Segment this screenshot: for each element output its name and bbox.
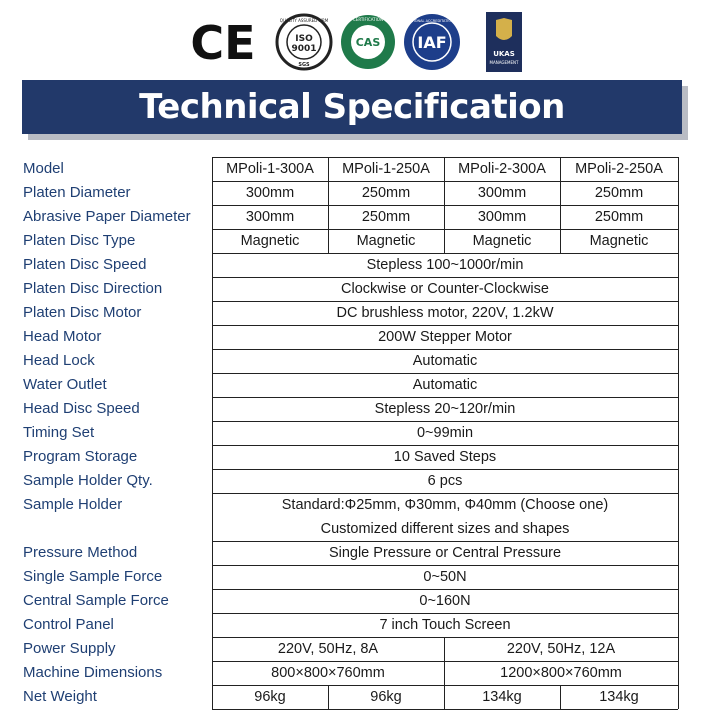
- spec-value: 250mm: [594, 209, 644, 225]
- table-top-border: [212, 157, 678, 158]
- spec-label: Pressure Method: [23, 544, 138, 561]
- table-right-border: [678, 157, 679, 709]
- spec-value: MPoli-1-300A: [226, 161, 314, 177]
- ukas-line2: MANAGEMENT: [489, 60, 519, 65]
- spec-value: Automatic: [412, 353, 478, 369]
- spec-label: Platen Disc Type: [23, 232, 136, 249]
- iaf-ring-text: INTERNATIONAL ACCREDITATION FORUM: [396, 19, 468, 23]
- spec-value: Stepless 100~1000r/min: [366, 257, 524, 273]
- spec-value: MPoli-2-250A: [575, 161, 663, 177]
- spec-value: 250mm: [361, 209, 411, 225]
- iso-bottom-text: SGS: [298, 62, 310, 68]
- crown-shield-icon: [496, 18, 512, 40]
- spec-row: [0, 181, 704, 205]
- certification-logos: [0, 12, 704, 72]
- iso-line1: ISO: [295, 34, 313, 44]
- spec-value: 800×800×760mm: [271, 665, 385, 681]
- spec-row: [0, 421, 704, 445]
- spec-value: 134kg: [599, 689, 639, 705]
- spec-label: Head Disc Speed: [23, 400, 140, 417]
- spec-value: 7 inch Touch Screen: [379, 617, 511, 633]
- spec-row: [0, 349, 704, 373]
- ukas-line1: UKAS: [493, 50, 515, 58]
- spec-row: [0, 589, 704, 613]
- spec-row: [0, 157, 704, 181]
- spec-label: Control Panel: [23, 616, 114, 633]
- spec-label: Head Motor: [23, 328, 102, 345]
- spec-row: [0, 517, 704, 541]
- spec-row: [0, 661, 704, 685]
- spec-value: Magnetic: [589, 233, 649, 249]
- spec-value: 134kg: [482, 689, 522, 705]
- spec-row: [0, 613, 704, 637]
- spec-label: Platen Disc Direction: [23, 280, 163, 297]
- spec-row: [0, 253, 704, 277]
- spec-value: Stepless 20~120r/min: [374, 401, 516, 417]
- spec-row: [0, 301, 704, 325]
- spec-value: Magnetic: [240, 233, 300, 249]
- spec-value: 250mm: [361, 185, 411, 201]
- row-divider: [212, 709, 678, 710]
- spec-value: 6 pcs: [427, 473, 463, 489]
- spec-value: Magnetic: [356, 233, 416, 249]
- spec-row: [0, 565, 704, 589]
- spec-value: 300mm: [477, 185, 527, 201]
- spec-value: 0~50N: [423, 569, 467, 585]
- spec-label: Single Sample Force: [23, 568, 163, 585]
- iaf-logo: [396, 12, 468, 72]
- spec-row: [0, 493, 704, 517]
- spec-value: Automatic: [412, 377, 478, 393]
- spec-row: [0, 277, 704, 301]
- spec-value: MPoli-1-250A: [342, 161, 430, 177]
- spec-label: Machine Dimensions: [23, 664, 163, 681]
- iso-ring-text: QUALITY ASSURED FIRM: [279, 18, 329, 23]
- cas-logo: [338, 12, 398, 72]
- spec-row: [0, 685, 704, 709]
- iaf-text: IAF: [417, 33, 447, 52]
- spec-value: 96kg: [370, 689, 402, 705]
- cas-ring-text: CERTIFICATION: [353, 17, 383, 22]
- spec-row: [0, 637, 704, 661]
- spec-value: 220V, 50Hz, 8A: [277, 641, 379, 657]
- spec-value: MPoli-2-300A: [458, 161, 546, 177]
- spec-value: 1200×800×760mm: [500, 665, 622, 681]
- ce-mark-logo: [188, 12, 258, 72]
- spec-value: Magnetic: [472, 233, 532, 249]
- spec-value: 0~99min: [416, 425, 474, 441]
- spec-label: Abrasive Paper Diameter: [23, 208, 191, 225]
- spec-value: 10 Saved Steps: [393, 449, 497, 465]
- title-banner: [22, 80, 682, 134]
- spec-label: Central Sample Force: [23, 592, 169, 609]
- spec-label: Platen Diameter: [23, 184, 131, 201]
- spec-value: 250mm: [594, 185, 644, 201]
- spec-row: [0, 373, 704, 397]
- spec-label: Power Supply: [23, 640, 116, 657]
- spec-value: Single Pressure or Central Pressure: [328, 545, 562, 561]
- spec-label: Platen Disc Speed: [23, 256, 147, 273]
- spec-label: Timing Set: [23, 424, 95, 441]
- iso-9001-logo: [274, 12, 334, 72]
- ce-mark-text: CE: [190, 16, 256, 70]
- spec-value: 220V, 50Hz, 12A: [506, 641, 616, 657]
- spec-row: [0, 229, 704, 253]
- spec-value: 200W Stepper Motor: [378, 329, 512, 345]
- spec-value: Standard:Φ25mm, Φ30mm, Φ40mm (Choose one): [281, 497, 609, 513]
- spec-label: Sample Holder Qty.: [23, 472, 153, 489]
- spec-row: [0, 397, 704, 421]
- spec-value: Customized different sizes and shapes: [320, 521, 570, 537]
- spec-value: 0~160N: [419, 593, 471, 609]
- spec-row: [0, 445, 704, 469]
- spec-label: Water Outlet: [23, 376, 107, 393]
- spec-row: [0, 469, 704, 493]
- spec-label: Model: [23, 160, 64, 177]
- spec-row: [0, 325, 704, 349]
- spec-label: Head Lock: [23, 352, 95, 369]
- ukas-logo: [484, 12, 524, 72]
- spec-value: 300mm: [477, 209, 527, 225]
- spec-value: 300mm: [245, 209, 295, 225]
- spec-label: Net Weight: [23, 688, 97, 705]
- spec-value: 96kg: [254, 689, 286, 705]
- cas-text: CAS: [355, 36, 381, 49]
- spec-value: DC brushless motor, 220V, 1.2kW: [336, 305, 554, 321]
- iso-line2: 9001: [291, 44, 317, 54]
- spec-row: [0, 541, 704, 565]
- spec-label: Program Storage: [23, 448, 138, 465]
- spec-row: [0, 205, 704, 229]
- spec-label: Sample Holder: [23, 496, 123, 513]
- spec-value: Clockwise or Counter-Clockwise: [341, 281, 549, 297]
- spec-value: 300mm: [245, 185, 295, 201]
- table-left-border: [212, 157, 213, 709]
- page-title: Technical Specification: [139, 87, 565, 127]
- spec-label: Platen Disc Motor: [23, 304, 142, 321]
